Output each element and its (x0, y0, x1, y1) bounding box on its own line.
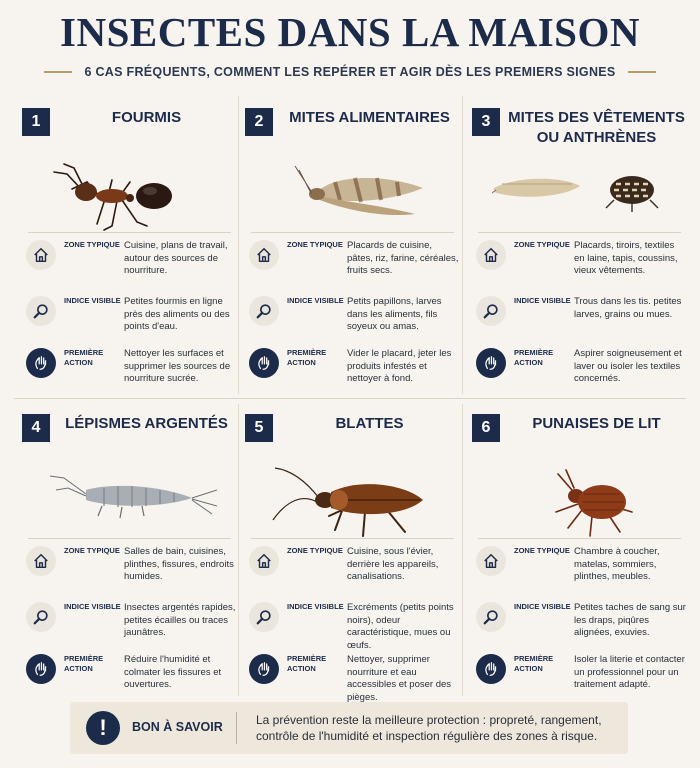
silverfish-illustration (42, 450, 217, 540)
card-number: 6 (472, 414, 500, 442)
magnifier-icon (26, 296, 56, 326)
zone-row (472, 546, 687, 598)
column-divider (462, 96, 463, 394)
tip-text: La prévention reste la meilleure protection : propreté, rangement, contrôle de l'humidité et inspection régulière des zones à risque. (256, 713, 602, 743)
house-icon (476, 240, 506, 270)
column-divider (462, 404, 463, 696)
card-number: 3 (472, 108, 500, 136)
bed-bug-illustration (492, 450, 667, 540)
insect-card-punaises (472, 414, 687, 710)
house-icon (476, 546, 506, 576)
action-text: Isoler la literie et contacter un professionnel pour un traitement adapté. (574, 654, 685, 690)
zone-text: Cuisine, plans de travail, autour des sources de nourriture. (124, 240, 228, 276)
column-divider (238, 96, 239, 394)
card-number: 4 (22, 414, 50, 442)
zone-text: Placards, tiroirs, textiles en laine, tapis, coussins, vieux vêtements. (574, 240, 678, 276)
action-row (22, 654, 237, 706)
insect-card-mites-vetements (472, 108, 687, 404)
card-title: FOURMIS (111, 109, 182, 126)
hand-icon (249, 348, 279, 378)
indice-row (22, 602, 237, 654)
hand-icon (249, 654, 279, 684)
zone-label: ZONE TYPIQUE (287, 240, 343, 249)
exclamation-icon: ! (86, 711, 120, 745)
card-title: PUNAISES DE LIT (532, 415, 661, 432)
indice-row (245, 602, 460, 654)
action-label: PREMIÈRE ACTION (287, 654, 327, 673)
ant-illustration (42, 144, 217, 234)
house-icon (249, 546, 279, 576)
pantry-moth-illustration (265, 144, 440, 234)
house-icon (249, 240, 279, 270)
card-title: BLATTES (335, 415, 404, 432)
indice-label: INDICE VISIBLE (287, 296, 344, 305)
card-title: MITES ALIMENTAIRES (289, 109, 450, 126)
zone-text: Placards de cuisine, pâtes, riz, farine, céréales, fruits secs. (347, 240, 459, 276)
house-icon (26, 546, 56, 576)
zone-row (472, 240, 687, 292)
banner-divider (236, 712, 237, 744)
zone-label: ZONE TYPIQUE (64, 240, 120, 249)
magnifier-icon (26, 602, 56, 632)
action-row (472, 654, 687, 706)
indice-text: Insectes argentés rapides, petites écailles ou traces jaunâtres. (124, 602, 236, 638)
card-number: 2 (245, 108, 273, 136)
action-text: Réduire l'humidité et colmater les fissures et ouvertures. (124, 654, 222, 690)
indice-text: Petites fourmis en ligne près des aliments ou des points d'eau. (124, 296, 230, 332)
card-separator (251, 538, 454, 539)
action-text: Vider le placard, jeter les produits infestés et nettoyer à fond. (347, 348, 452, 384)
tip-banner (70, 702, 628, 754)
card-separator (478, 538, 681, 539)
magnifier-icon (249, 602, 279, 632)
card-separator (478, 232, 681, 233)
column-divider (238, 404, 239, 696)
action-label: PREMIÈRE ACTION (514, 654, 554, 673)
zone-label: ZONE TYPIQUE (514, 240, 570, 249)
zone-row (245, 546, 460, 598)
indice-text: Excréments (petits points noirs), odeur caractéristique, mues ou œufs. (347, 602, 454, 651)
action-row (22, 348, 237, 400)
zone-label: ZONE TYPIQUE (64, 546, 120, 555)
hand-icon (26, 654, 56, 684)
card-separator (28, 538, 231, 539)
indice-label: INDICE VISIBLE (64, 296, 121, 305)
zone-text: Chambre à coucher, matelas, sommiers, plinthes, meubles. (574, 546, 660, 582)
action-label: PREMIÈRE ACTION (64, 654, 104, 673)
indice-row (472, 296, 687, 348)
card-number: 5 (245, 414, 273, 442)
indice-text: Petites taches de sang sur les draps, piqûres alignées, exuvies. (574, 602, 686, 638)
house-icon (26, 240, 56, 270)
magnifier-icon (476, 296, 506, 326)
zone-label: ZONE TYPIQUE (287, 546, 343, 555)
zone-text: Cuisine, sous l'évier, derrière les appareils, canalisations. (347, 546, 439, 582)
subtitle-rule-right (628, 71, 656, 73)
action-label: PREMIÈRE ACTION (514, 348, 554, 367)
zone-row (22, 546, 237, 598)
card-title: MITES DES VÊTEMENTS OU ANTHRÈNES (508, 109, 685, 146)
indice-text: Trous dans les tis. petites larves, grains ou mues. (574, 296, 682, 320)
magnifier-icon (476, 602, 506, 632)
subtitle-rule-left (44, 71, 72, 73)
cockroach-illustration (265, 450, 440, 540)
card-separator (28, 232, 231, 233)
insect-card-fourmis (22, 108, 237, 404)
action-label: PREMIÈRE ACTION (287, 348, 327, 367)
zone-row (22, 240, 237, 292)
action-row (245, 654, 460, 706)
indice-row (245, 296, 460, 348)
indice-row (472, 602, 687, 654)
page-subtitle: 6 CAS FRÉQUENTS, COMMENT LES REPÉRER ET AGIR DÈS LES PREMIERS SIGNES (84, 65, 616, 79)
indice-label: INDICE VISIBLE (514, 602, 571, 611)
page-title: INSECTES DANS LA MAISON (60, 9, 640, 55)
insect-card-lepismes (22, 414, 237, 710)
action-label: PREMIÈRE ACTION (64, 348, 104, 367)
subtitle-row (0, 62, 700, 82)
action-text: Aspirer soigneusement et laver ou isoler les textiles concernés. (574, 348, 682, 384)
magnifier-icon (249, 296, 279, 326)
indice-label: INDICE VISIBLE (64, 602, 121, 611)
clothes-moth-and-carpet-beetle-illustration (492, 154, 667, 234)
hand-icon (476, 348, 506, 378)
action-text: Nettoyer les surfaces et supprimer les sources de nourriture sucrée. (124, 348, 231, 384)
hand-icon (26, 348, 56, 378)
action-row (245, 348, 460, 400)
hand-icon (476, 654, 506, 684)
zone-label: ZONE TYPIQUE (514, 546, 570, 555)
insect-card-mites-alimentaires (245, 108, 460, 404)
card-title: LÉPISMES ARGENTÉS (65, 415, 228, 432)
indice-text: Petits papillons, larves dans les aliments, fils soyeux ou amas. (347, 296, 442, 332)
action-text: Nettoyer, supprimer nourriture et eau accessibles et poser des pièges. (347, 654, 452, 703)
indice-label: INDICE VISIBLE (514, 296, 571, 305)
zone-row (245, 240, 460, 292)
card-separator (251, 232, 454, 233)
zone-text: Salles de bain, cuisines, plinthes, fissures, endroits humides. (124, 546, 234, 582)
indice-label: INDICE VISIBLE (287, 602, 344, 611)
insect-card-blattes (245, 414, 460, 710)
indice-row (22, 296, 237, 348)
card-number: 1 (22, 108, 50, 136)
action-row (472, 348, 687, 400)
tip-label: BON À SAVOIR (132, 720, 223, 734)
